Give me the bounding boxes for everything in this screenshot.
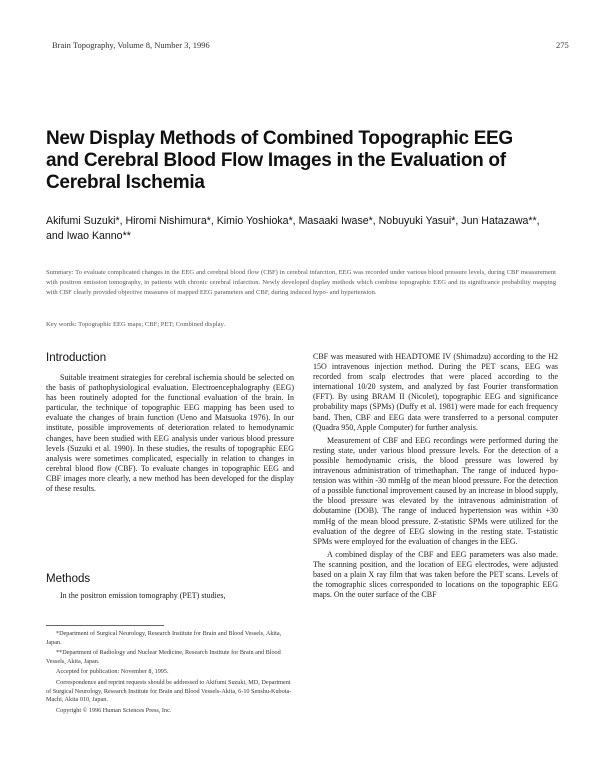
footnote-correspondence: Correspondence and reprint requests should be addressed to Akifumi Suzuki, MD, Department of Surgical Neurology, Research Institute for Brain and Blood Vessels-Akita, 6-10 Senshu-Kubota-Machi, Akita 010, Japan. [46, 678, 292, 704]
article-title: New Display Methods of Combined Topographic EEG and Cerebral Blood Flow Images in the Evaluation of Cerebral Ischemia [46, 128, 513, 193]
keywords-line: Key words: Topographic EEG maps; CBF; PET; Combined display. [46, 321, 226, 328]
methods-body [46, 591, 294, 601]
running-header: Brain Topography, Volume 8, Number 3, 1996 [52, 40, 210, 50]
introduction-body [46, 373, 294, 494]
methods-paragraph-measurement: Measurement of CBF and EEG recordings were performed during the resting state, under various blood pressure levels. For the detection of a possible hemodynamic crisis, the blood pressure was lowered by intravenous administration of trimethaphan. The range of induced hypo-tension was within -30 mmHg of the mean blood pressure. For the detection of a possible functional improvement caused by an increase in blood supply, the blood pressure was elevated by the intravenous administration of dobutamine (DOB). The range of induced hypertension was within +30 mmHg of the mean blood pressure. Z-statistic SPMs were utilized for the evaluation of the degree of EEG slowing in the resting state. T-statistic SPMs were employed for the evaluation of changes in the EEG. [313, 435, 558, 546]
author-list: Akifumi Suzuki*, Hiromi Nishimura*, Kimio Yoshioka*, Masaaki Iwase*, Nobuyuki Yasui*, Jun Hatazawa**, and Iwao Kanno** [46, 215, 540, 242]
footnote-accepted: Accepted for publication: November 8, 1995. [56, 668, 169, 676]
right-column-body [313, 352, 558, 600]
page-number: 275 [556, 40, 569, 50]
footnote-copyright: Copyright © 1996 Human Sciences Press, Inc. [56, 706, 172, 714]
footnotes [46, 630, 294, 717]
introduction-paragraph: Suitable treatment strategies for cerebral ischemia should be selected on the basis of pathophysiological evaluation. Electroencephalography (EEG) has been routinely adopted for the functional evaluation of the brain. In particular, the technique of topographic EEG mapping has been used to evaluate the changes of brain function (Ueno and Matsuoka 1976). In our institute, possible improvements of deterioration related to hemodynamic changes, have been studied with EEG analysis under various blood pressure levels (Suzuki et al. 1990). In these studies, the results of topographic EEG analysis were sometimes complicated, especially in relation to changes in cerebral blood flow (CBF). To evaluate changes in topographic EEG and CBF images more clearly, a new method has been developed for the display of these results. [46, 373, 294, 494]
methods-paragraph-combined-display: A combined display of the CBF and EEG parameters was also made. The scanning position, and the location of EEG electrodes, were adjusted based on a plain X ray film that was taken before the PET scans. Levels of the tomographic slices corresponded to locations on the topographic EEG maps. On the outer surface of the CBF [313, 549, 558, 600]
methods-paragraph-cbf: CBF was measured with HEADTOME IV (Shimadzu) according to the H2 15O intravenous injection method. During the PET scans, EEG was recorded from scalp electrodes that were placed according to the international 10/20 system, and analyzed by fast Fourier transformation (FFT). By using BRAM II (Nicolet), topographic EEG and significance probability maps (SPMs) (Duffy et al. 1981) were made for each frequency band. Then, CBF and EEG data were transferred to a personal computer (Quadra 950, Apple Computer) for further analysis. [313, 352, 558, 432]
footnote-divider [46, 625, 164, 626]
methods-paragraph: In the positron emission tomography (PET) studies, [60, 591, 226, 600]
introduction-heading: Introduction [46, 352, 107, 364]
abstract-summary: Summary: To evaluate complicated changes in the EEG and cerebral blood flow (CBF) in cerebral infarction, EEG was recorded under various blood pressure levels, during CBF measurement with positron emission tomography, in patients with chronic cerebral infarction. Newly developed display methods which combine topographic EEG and its significance probability mapping with CBF clearly provided objective measures of mapped EEG parameters and CBF, during induced hypo- and hypertension. [46, 269, 556, 297]
footnote-affiliation-1: *Department of Surgical Neurology, Research Institute for Brain and Blood Vessels, Akita, Japan. [46, 630, 282, 646]
methods-heading: Methods [46, 573, 91, 585]
footnote-affiliation-2: **Department of Radiology and Nuclear Medicine, Research Institute for Brain and Blood Vessels, Akita, Japan. [46, 649, 281, 665]
